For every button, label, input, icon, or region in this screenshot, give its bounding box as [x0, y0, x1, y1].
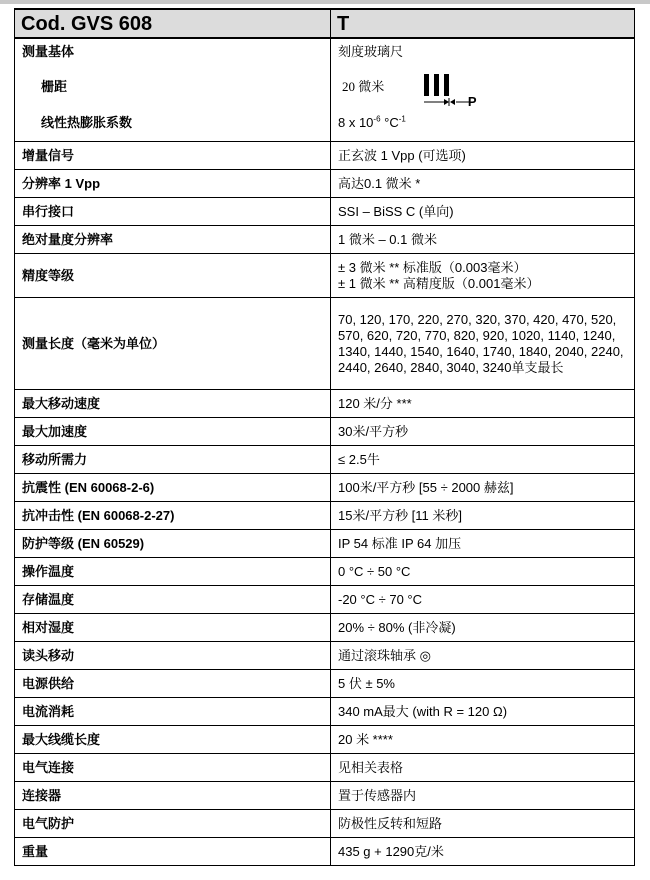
reading-head-label: 读头移动 — [15, 642, 331, 670]
humidity-label: 相对湿度 — [15, 614, 331, 642]
spec-row — [15, 446, 635, 474]
spec-row — [15, 198, 635, 226]
spec-row — [15, 586, 635, 614]
spec-row — [15, 418, 635, 446]
spec-row — [15, 782, 635, 810]
electrical-connection-value: 见相关表格 — [331, 754, 635, 782]
grating-pitch-value-line — [338, 69, 627, 109]
storage-temp-value: -20 °C ÷ 70 °C — [331, 586, 635, 614]
measuring-length-list: 70, 120, 170, 220, 270, 320, 370, 420, 470, 520, 570, 620, 720, 770, 820, 920, 1020, 1140, 1240, 1340, 1440, 1540, 1640, 1740, 1840, 2040, 2240, 2440, 2640, 2840, 3040, 3240单支最长 — [338, 311, 624, 375]
measuring-length-label: 测量长度（毫米为单位） — [15, 298, 331, 390]
connector-value: 置于传感器内 — [331, 782, 635, 810]
weight-value: 435 g + 1290克/米 — [331, 838, 635, 866]
accuracy-label: 精度等级 — [15, 254, 331, 298]
grating-pitch-icon — [424, 70, 484, 109]
current-consumption-value: 340 mA最大 (with R = 120 Ω) — [331, 698, 635, 726]
protection-label: 防护等级 (EN 60529) — [15, 530, 331, 558]
spec-row — [15, 530, 635, 558]
measuring-length-value — [331, 298, 635, 390]
spec-row — [15, 142, 635, 170]
measuring-group-row — [15, 38, 635, 142]
spec-row — [15, 226, 635, 254]
spec-row — [15, 726, 635, 754]
spec-row — [15, 670, 635, 698]
grating-pitch-value: 20 微米 — [342, 79, 385, 94]
thermal-expansion-value: 8 x $10^{-6}$ $^\circ C^{-1}$ — [338, 114, 406, 130]
measuring-basis-value: 刻度玻璃尺 — [338, 44, 404, 59]
lengths-row — [15, 298, 635, 390]
product-code: Cod. GVS 608 — [15, 9, 331, 38]
serial-interface-value: SSI – BiSS C (单向) — [331, 198, 635, 226]
spec-row — [15, 170, 635, 198]
absolute-resolution-value: 1 微米 – 0.1 微米 — [331, 226, 635, 254]
power-supply-value: 5 伏 ± 5% — [331, 670, 635, 698]
spec-row — [15, 502, 635, 530]
spec-row — [15, 642, 635, 670]
humidity-value: 20% ÷ 80% (非冷凝) — [331, 614, 635, 642]
page-top-edge — [0, 0, 650, 4]
max-acceleration-label: 最大加速度 — [15, 418, 331, 446]
reading-head-value: 通过滚珠轴承 ◎ — [331, 642, 635, 670]
absolute-resolution-label: 绝对量度分辨率 — [15, 226, 331, 254]
measuring-group-values — [331, 38, 635, 142]
electrical-protection-value: 防极性反转和短路 — [331, 810, 635, 838]
max-speed-label: 最大移动速度 — [15, 390, 331, 418]
storage-temp-label: 存储温度 — [15, 586, 331, 614]
resolution-label: 分辨率 1 Vpp — [15, 170, 331, 198]
protection-value: IP 54 标准 IP 64 加压 — [331, 530, 635, 558]
connector-label: 连接器 — [15, 782, 331, 810]
accuracy-row — [15, 254, 635, 298]
product-type: T — [331, 9, 635, 38]
spec-row — [15, 474, 635, 502]
moving-force-label: 移动所需力 — [15, 446, 331, 474]
thermal-expansion-label: 线性热膨胀系数 — [41, 115, 133, 130]
spec-row — [15, 614, 635, 642]
spec-row — [15, 838, 635, 866]
current-consumption-label: 电流消耗 — [15, 698, 331, 726]
measuring-group-labels — [15, 38, 331, 142]
shock-label: 抗冲击性 (EN 60068-2-27) — [15, 502, 331, 530]
grating-pitch-label: 栅距 — [41, 79, 68, 94]
operating-temp-value: 0 °C ÷ 50 °C — [331, 558, 635, 586]
electrical-protection-label: 电气防护 — [15, 810, 331, 838]
resolution-value: 高达0.1 微米 * — [331, 170, 635, 198]
accuracy-high: ± 1 微米 ** 高精度版（0.001毫米） — [338, 275, 540, 291]
spec-row — [15, 698, 635, 726]
max-acceleration-value: 30米/平方秒 — [331, 418, 635, 446]
moving-force-value: ≤ 2.5牛 — [331, 446, 635, 474]
vibration-label: 抗震性 (EN 60068-2-6) — [15, 474, 331, 502]
shock-value: 15米/平方秒 [11 米秒] — [331, 502, 635, 530]
incremental-signal-value: 正玄波 1 Vpp (可选项) — [331, 142, 635, 170]
accuracy-standard: ± 3 微米 ** 标准版（0.003毫米） — [338, 259, 527, 275]
spec-row — [15, 754, 635, 782]
incremental-signal-label: 增量信号 — [15, 142, 331, 170]
spec-row — [15, 390, 635, 418]
max-cable-length-label: 最大线缆长度 — [15, 726, 331, 754]
serial-interface-label: 串行接口 — [15, 198, 331, 226]
table-header-row — [15, 9, 635, 38]
vibration-value: 100米/平方秒 [55 ÷ 2000 赫兹] — [331, 474, 635, 502]
weight-label: 重量 — [15, 838, 331, 866]
spec-table — [14, 8, 635, 866]
operating-temp-label: 操作温度 — [15, 558, 331, 586]
measuring-basis-label: 测量基体 — [22, 44, 75, 59]
power-supply-label: 电源供给 — [15, 670, 331, 698]
spec-row — [15, 810, 635, 838]
spec-row — [15, 558, 635, 586]
electrical-connection-label: 电气连接 — [15, 754, 331, 782]
max-cable-length-value: 20 米 **** — [331, 726, 635, 754]
pitch-symbol: P — [467, 93, 477, 109]
max-speed-value: 120 米/分 *** — [331, 390, 635, 418]
accuracy-value — [331, 254, 635, 298]
